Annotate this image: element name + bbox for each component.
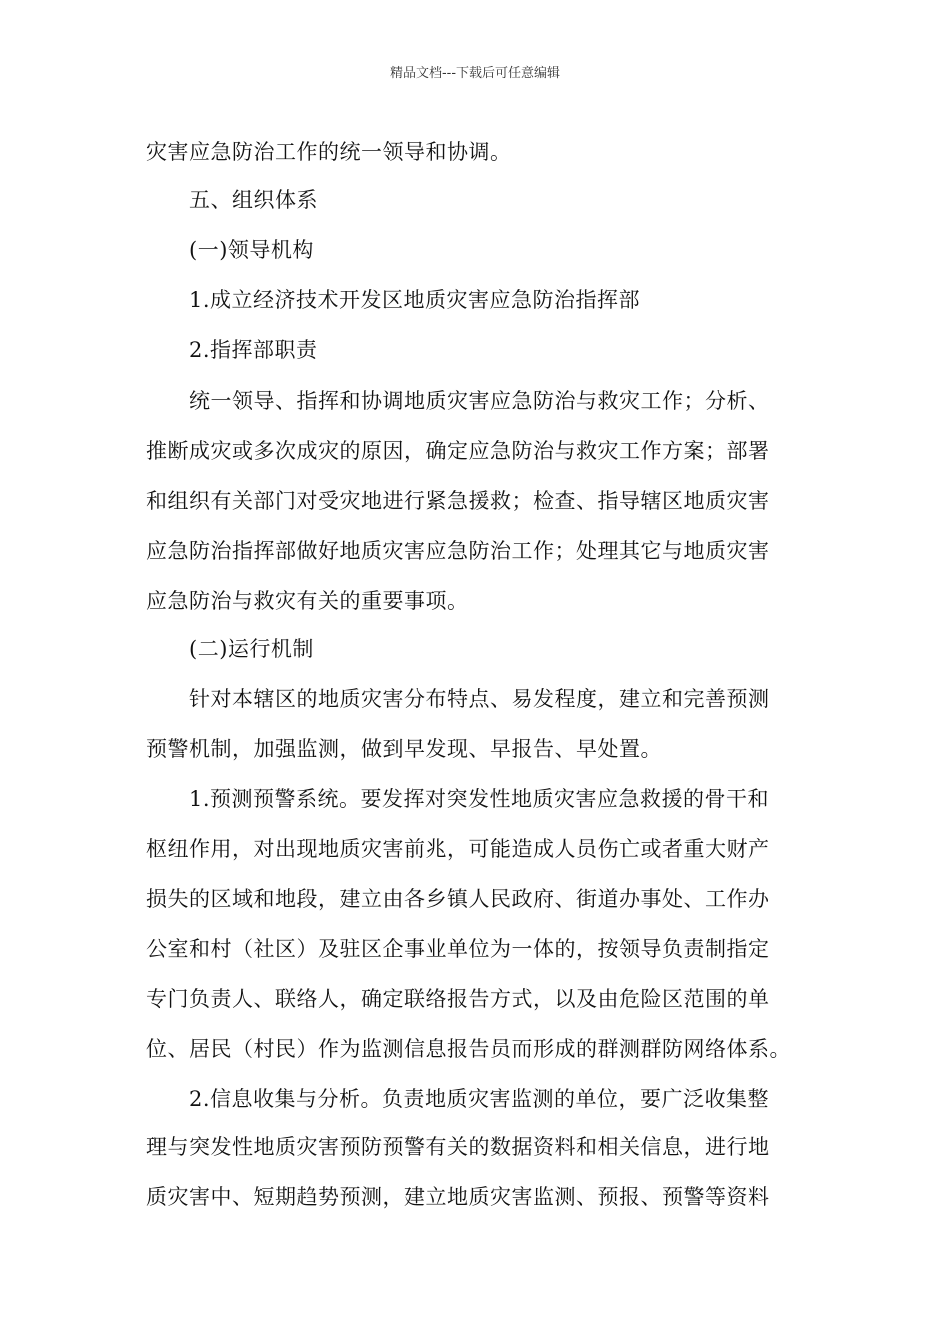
list-item: 1.成立经济技术开发区地质灾害应急防治指挥部 — [189, 288, 641, 312]
subsection-heading: (一)领导机构 — [189, 238, 314, 262]
body-line: 枢纽作用，对出现地质灾害前兆，可能造成人员伤亡或者重大财产 — [146, 837, 770, 861]
body-line: 预警机制，加强监测，做到早发现、早报告、早处置。 — [146, 737, 662, 761]
body-line: 质灾害中、短期趋势预测，建立地质灾害监测、预报、预警等资料 — [146, 1185, 770, 1209]
body-line: 2.信息收集与分析。负责地质灾害监测的单位，要广泛收集整 — [189, 1087, 770, 1111]
body-line: 理与突发性地质灾害预防预警有关的数据资料和相关信息，进行地 — [146, 1135, 770, 1159]
section-heading: 五、组织体系 — [189, 188, 318, 212]
body-line: 专门负责人、联络人，确定联络报告方式，以及由危险区范围的单 — [146, 987, 770, 1011]
body-line: 损失的区域和地段，建立由各乡镇人民政府、街道办事处、工作办 — [146, 887, 770, 911]
page-header: 精品文档---下载后可任意编辑 — [389, 66, 561, 81]
body-line: 公室和村（社区）及驻区企事业单位为一体的，按领导负责制指定 — [146, 937, 770, 961]
body-line: 位、居民（村民）作为监测信息报告员而形成的群测群防网络体系。 — [146, 1037, 791, 1061]
body-line: 和组织有关部门对受灾地进行紧急援救；检查、指导辖区地质灾害 — [146, 489, 770, 513]
body-line: 针对本辖区的地质灾害分布特点、易发程度，建立和完善预测 — [189, 687, 770, 711]
list-item: 2.指挥部职责 — [189, 338, 318, 362]
subsection-heading: (二)运行机制 — [189, 637, 314, 661]
body-line: 1.预测预警系统。要发挥对突发性地质灾害应急救援的骨干和 — [189, 787, 770, 811]
body-line: 统一领导、指挥和协调地质灾害应急防治与救灾工作；分析、 — [189, 389, 770, 413]
body-line: 应急防治指挥部做好地质灾害应急防治工作；处理其它与地质灾害 — [146, 539, 770, 563]
body-line: 灾害应急防治工作的统一领导和协调。 — [146, 140, 512, 164]
body-line: 推断成灾或多次成灾的原因，确定应急防治与救灾工作方案；部署 — [146, 439, 770, 463]
body-line: 应急防治与救灾有关的重要事项。 — [146, 589, 469, 613]
